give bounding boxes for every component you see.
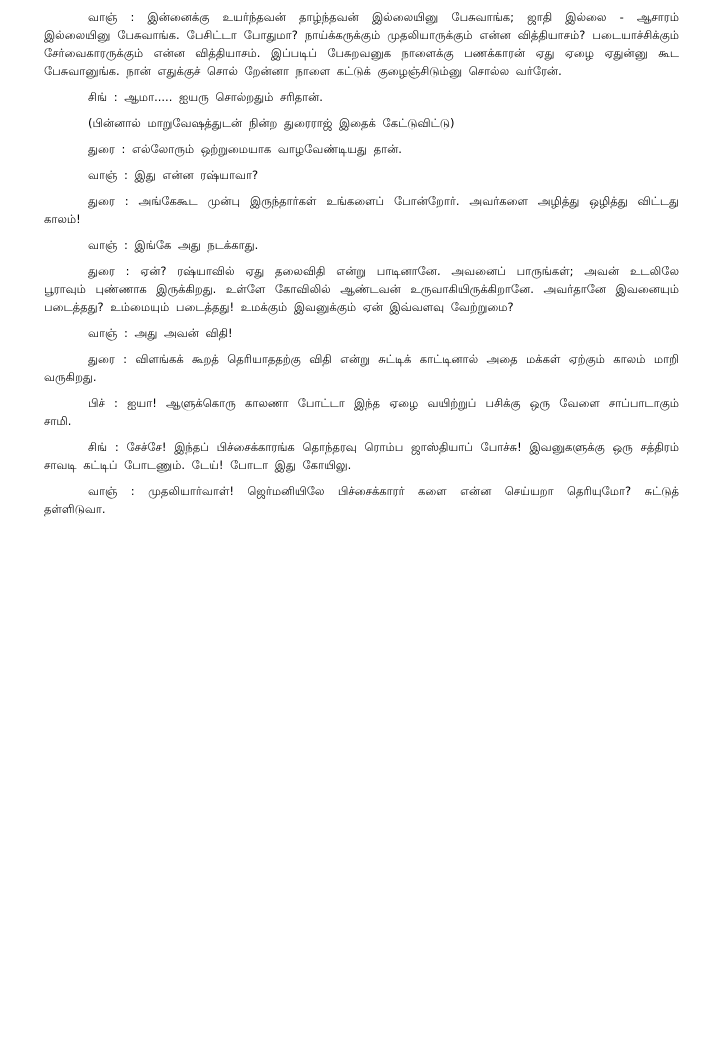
dialogue-paragraph: துரை : எல்லோரும் ஒற்றுமையாக வாழவேண்டியது தான்.	[88, 142, 402, 156]
dialogue-paragraph: வாஞ் : முதலியார்வாள்! ஜெர்மனியிலே பிச்சைக்காரர் களை என்ன செய்யறா தெரியுமோ? சுட்டுத் தள்ளிடுவா.	[44, 484, 679, 516]
dialogue-paragraph: வாஞ் : இங்கே அது நடக்காது.	[88, 238, 259, 252]
dialogue-paragraph: சிங் : சேச்சே! இந்தப் பிச்சைக்காரங்க தொந்தரவு ரொம்ப ஜாஸ்தியாப் போச்சு! இவனுகளுக்கு ஒரு சத்திரம் சாவடி கட்டிப் போடணும். டேய்! போடா இது கோயிலு.	[44, 440, 679, 472]
stage-direction: (பின்னால் மாறுவேஷத்துடன் நின்ற துரைராஜ் இதைக் கேட்டுவிட்டு)	[88, 116, 455, 130]
dialogue-paragraph: துரை : விளங்கக் கூறத் தெரியாததற்கு விதி என்று சுட்டிக் காட்டினால் அதை மக்கள் ஏற்கும் காலம் மாறி வருகிறது.	[44, 352, 679, 384]
dialogue-paragraph: துரை : அங்கேகூட முன்பு இருந்தார்கள் உங்களைப் போன்றோர். அவர்களை அழித்து ஒழித்து விட்டது காலம்!	[44, 194, 679, 226]
dialogue-paragraph: பிச் : ஐயா! ஆளுக்கொரு காலணா போட்டா இந்த ஏழை வயிற்றுப் பசிக்கு ஒரு வேளை சாப்பாடாகும் சாமி.	[44, 396, 679, 428]
dialogue-paragraph: சிங் : ஆமா..... ஐயரு சொல்றதும் சரிதான்.	[88, 90, 323, 104]
dialogue-paragraph: துரை : ஏன்? ரஷ்யாவில் ஏது தலைவிதி என்று பாடினானே. அவனைப் பாருங்கள்; அவன் உடலிலே பூராவும் புண்ணாக இருக்கிறது. உள்ளே கோவிலில் ஆண்டவன் உருவாகியிருக்கிறானே. அவர்தானே இவனையும் படைத்தது? உம்மையும் படைத்தது! உமக்கும் இவனுக்கும் ஏன் இவ்வளவு வேற்றுமை?	[44, 264, 679, 314]
dialogue-paragraph: வாஞ் : அது அவன் விதி!	[88, 326, 233, 340]
dialogue-paragraph: வாஞ் : இது என்ன ரஷ்யாவா?	[88, 168, 259, 182]
dialogue-paragraph: வாஞ் : இன்னைக்கு உயர்ந்தவன் தாழ்ந்தவன் இல்லையினு பேசுவாங்க; ஜாதி இல்லை - ஆசாரம் இல்லையினு பேசுவாங்க. பேசிட்டா போதுமா? நாய்க்கருக்கும் முதலியாருக்கும் என்ன வித்தியாசம்? படையாச்சிக்கும் சேர்வைகாரருக்கும் என்ன வித்தியாசம். இப்படிப் பேசுறவனுக நாளைக்கு பணக்காரன் ஏது ஏழை ஏதுன்னு கூட பேசுவானுங்க. நான் எதுக்குச் சொல் றேன்னா நாளை கட்டுக் குழைஞ்சிடும்னு சொல்ல வர்ரேன்.	[44, 10, 679, 78]
